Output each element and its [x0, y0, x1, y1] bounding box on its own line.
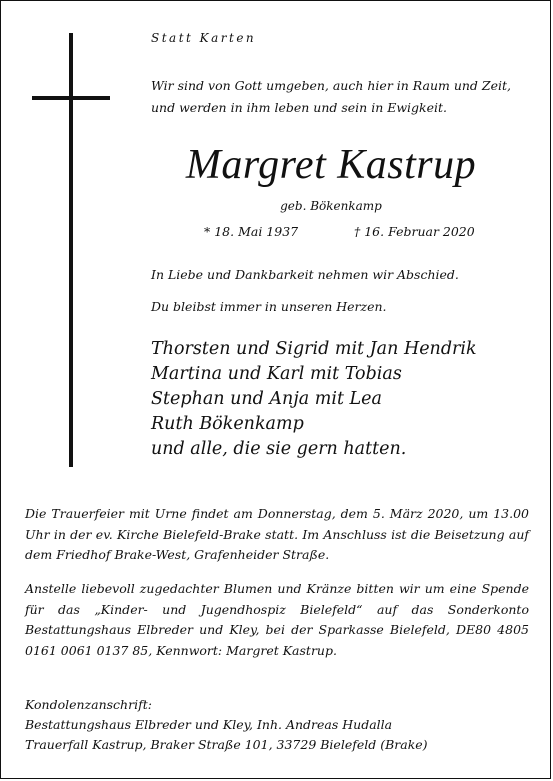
maiden-name: geb. Bökenkamp [280, 199, 382, 213]
mourner-line: Ruth Bökenkamp [151, 414, 304, 434]
statt-karten-label: Statt Karten [151, 31, 257, 45]
mourner-line: und alle, die sie gern hatten. [151, 439, 407, 459]
birth-date: * 18. Mai 1937 [204, 224, 299, 239]
deceased-name: Margret Kastrup [185, 142, 477, 188]
verse-line: Wir sind von Gott umgeben, auch hier in Raum und Zeit, [151, 78, 511, 93]
mourner-line: Thorsten und Sigrid mit Jan Hendrik [151, 339, 477, 359]
ceremony-paragraph: Die Trauerfeier mit Urne findet am Donnerstag, dem 5. März 2020, um 13.00 Uhr in der ev. Kirche Bielefeld-Brake statt. Im Anschluss ist die Beisetzung auf dem Friedhof Brake-West, Grafenheider Straße. [25, 506, 529, 562]
condolence-label: Kondolenzanschrift: [25, 697, 152, 712]
heart-text: Du bleibst immer in unseren Herzen. [151, 299, 387, 314]
condolence-address [25, 695, 428, 755]
verse [151, 75, 511, 119]
farewell-text: In Liebe und Dankbarkeit nehmen wir Abschied. [151, 267, 459, 282]
verse-line: und werden in ihm leben und sein in Ewigkeit. [151, 100, 448, 115]
condolence-line: Bestattungshaus Elbreder und Kley, Inh. Andreas Hudalla [25, 717, 393, 732]
condolence-line: Trauerfall Kastrup, Braker Straße 101, 33729 Bielefeld (Brake) [25, 737, 428, 752]
mourner-line: Martina und Karl mit Tobias [151, 364, 402, 384]
donation-paragraph: Anstelle liebevoll zugedachter Blumen und Kränze bitten wir um eine Spende für das „Kinder- und Jugendhospiz Bielefeld“ auf das Sonderkonto Bestattungshaus Elbreder und Kley, bei der Sparkasse Bielefeld, DE80 4805 0161 0061 0137 85, Kennwort: Margret Kastrup. [25, 581, 529, 658]
death-date: † 16. Februar 2020 [354, 224, 475, 239]
cross-icon-bar [32, 96, 110, 100]
mourners-list [151, 337, 477, 462]
mourner-line: Stephan und Anja mit Lea [151, 389, 382, 409]
